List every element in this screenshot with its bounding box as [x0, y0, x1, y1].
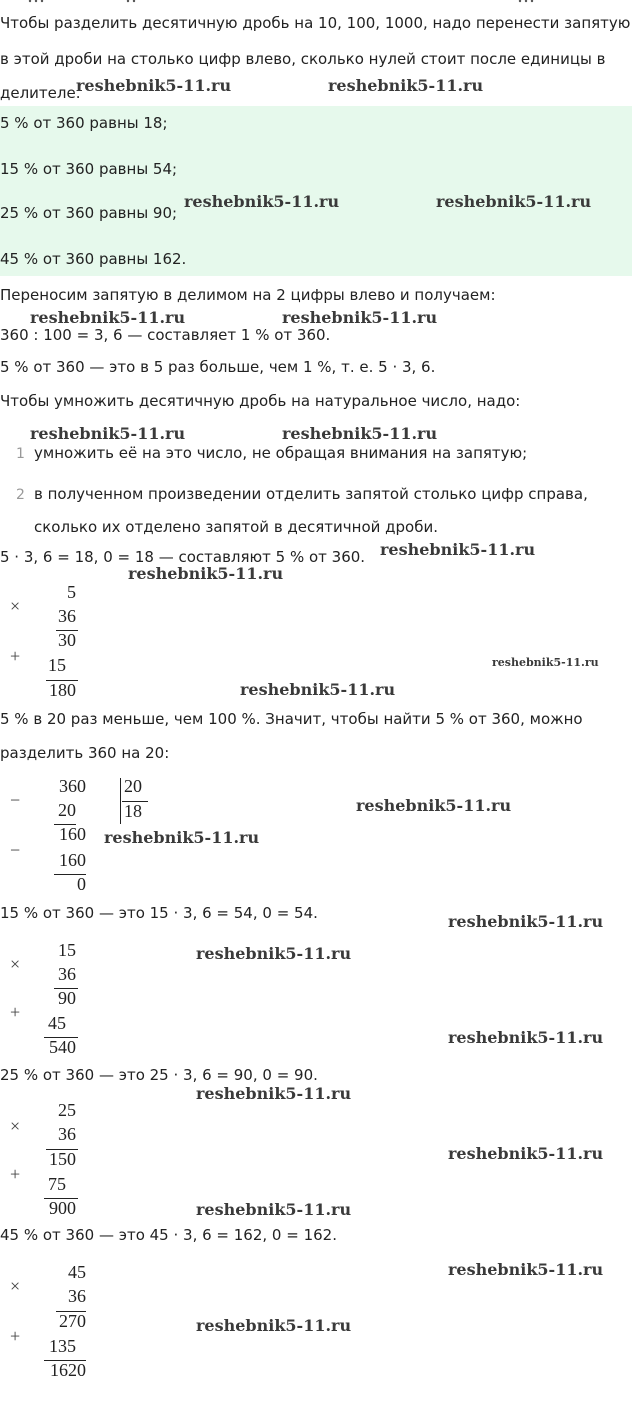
plus-sign: + — [10, 1002, 21, 1022]
watermark: reshebnik5-11.ru — [380, 540, 536, 559]
watermark: reshebnik5-11.ru — [282, 424, 438, 443]
watermark: reshebnik5-11.ru — [436, 192, 592, 211]
multiplier: 36 — [68, 1286, 86, 1306]
product: 180 — [49, 680, 76, 700]
watermark: reshebnik5-11.ru — [196, 944, 352, 963]
paragraph-3: 5 % от 360 — это в 5 раз больше, чем 1 %, т. е. 5 · 3, 6. — [0, 358, 436, 376]
partial-product-1: 150 — [49, 1149, 76, 1169]
watermark: reshebnik5-11.ru — [282, 308, 438, 327]
watermark: reshebnik5-11.ru — [196, 1316, 352, 1335]
list-number-2: 2 — [16, 487, 25, 503]
watermark: reshebnik5-11.ru — [492, 656, 599, 669]
paragraph-8: 15 % от 360 — это 15 · 3, 6 = 54, 0 = 54. — [0, 904, 318, 922]
intro-line-2: в этой дроби на столько цифр влево, сколько нулей стоит после единицы в — [0, 50, 606, 68]
intro-line-3: делителе. — [0, 84, 81, 102]
watermark: reshebnik5-11.ru — [356, 796, 512, 815]
answer-row-4: 45 % от 360 равны 162. — [0, 250, 187, 268]
dividend: 360 — [59, 776, 86, 796]
watermark: reshebnik5-11.ru — [196, 1084, 352, 1103]
paragraph-2: 360 : 100 = 3, 6 — составляет 1 % от 360. — [0, 326, 331, 344]
product: 540 — [49, 1037, 76, 1057]
times-sign: × — [10, 1116, 21, 1136]
multiplicand: 45 — [68, 1262, 86, 1282]
watermark: reshebnik5-11.ru — [184, 192, 340, 211]
quotient: 18 — [124, 801, 142, 821]
divisor: 20 — [124, 776, 142, 796]
multiplier: 36 — [58, 606, 76, 626]
list-item-1: умножить её на это число, не обращая внимания на запятую; — [34, 444, 528, 462]
answer-row-2: 15 % от 360 равны 54; — [0, 160, 178, 178]
multiplier: 36 — [58, 1124, 76, 1144]
watermark: reshebnik5-11.ru — [448, 1144, 604, 1163]
product: 1620 — [50, 1360, 86, 1380]
partial-product-2: 45 — [48, 1013, 66, 1033]
paragraph-4: Чтобы умножить десятичную дробь на натуральное число, надо: — [0, 392, 521, 410]
watermark: reshebnik5-11.ru — [30, 424, 186, 443]
partial-product-1: 90 — [58, 988, 76, 1008]
watermark: reshebnik5-11.ru — [76, 76, 232, 95]
plus-sign: + — [10, 1164, 21, 1184]
division-bar — [120, 778, 121, 824]
remainder-1: 160 — [59, 824, 86, 844]
watermark: reshebnik5-11.ru — [196, 1200, 352, 1219]
multiplicand: 5 — [67, 582, 76, 602]
watermark: reshebnik5-11.ru — [104, 828, 260, 847]
partial-product-1: 30 — [58, 630, 76, 650]
paragraph-9: 25 % от 360 — это 25 · 3, 6 = 90, 0 = 90. — [0, 1066, 318, 1084]
list-item-2-line-2: сколько их отделено запятой в десятичной дроби. — [34, 518, 438, 536]
times-sign: × — [10, 596, 21, 616]
plus-sign: + — [10, 1326, 21, 1346]
paragraph-5: 5 · 3, 6 = 18, 0 = 18 — составляют 5 % от 360. — [0, 548, 366, 566]
watermark: reshebnik5-11.ru — [128, 564, 284, 583]
list-item-2-line-1: в полученном произведении отделить запятой столько цифр справа, — [34, 485, 588, 503]
watermark: reshebnik5-11.ru — [448, 1260, 604, 1279]
minus-sign: − — [10, 790, 21, 810]
partial-product-2: 75 — [48, 1174, 66, 1194]
partial-product-2: 15 — [48, 655, 66, 675]
list-number-1: 1 — [16, 446, 25, 462]
multiplicand: 25 — [58, 1100, 76, 1120]
paragraph-6: 5 % в 20 раз меньше, чем 100 %. Значит, чтобы найти 5 % от 360, можно — [0, 710, 583, 728]
minus-sign: − — [10, 840, 21, 860]
times-sign: × — [10, 1276, 21, 1296]
multiplier: 36 — [58, 964, 76, 984]
paragraph-7: разделить 360 на 20: — [0, 744, 170, 762]
paragraph-1: Переносим запятую в делимом на 2 цифры влево и получаем: — [0, 286, 496, 304]
subtrahend-2: 160 — [59, 850, 86, 870]
watermark: reshebnik5-11.ru — [240, 680, 396, 699]
paragraph-10: 45 % от 360 — это 45 · 3, 6 = 162, 0 = 162. — [0, 1226, 337, 1244]
subtrahend-1: 20 — [58, 800, 76, 820]
product: 900 — [49, 1198, 76, 1218]
watermark: reshebnik5-11.ru — [30, 308, 186, 327]
intro-line-1: Чтобы разделить десятичную дробь на 10, 100, 1000, надо перенести запятую — [0, 14, 631, 32]
answer-row-3: 25 % от 360 равны 90; — [0, 204, 178, 222]
answer-row-1: 5 % от 360 равны 18; — [0, 114, 168, 132]
partial-product-2: 135 — [49, 1336, 76, 1356]
multiplicand: 15 — [58, 940, 76, 960]
times-sign: × — [10, 954, 21, 974]
watermark: reshebnik5-11.ru — [448, 1028, 604, 1047]
remainder-2: 0 — [77, 874, 86, 894]
partial-product-1: 270 — [59, 1311, 86, 1331]
watermark: reshebnik5-11.ru — [328, 76, 484, 95]
watermark: reshebnik5-11.ru — [448, 912, 604, 931]
plus-sign: + — [10, 646, 21, 666]
